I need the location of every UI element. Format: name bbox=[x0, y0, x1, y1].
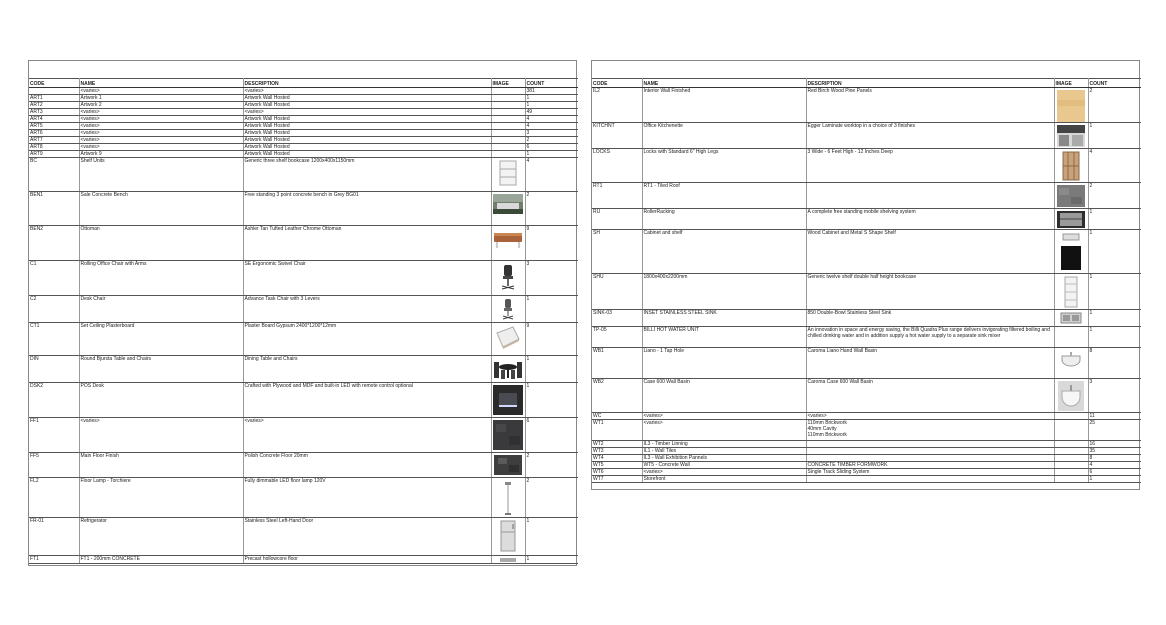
cell-description: Crafted with Plywood and MDF and built-in LED with remote control optional bbox=[243, 383, 491, 418]
table-row bbox=[29, 453, 578, 478]
cell-description: Fully dimmable LED floor lamp 120V bbox=[243, 478, 491, 518]
cell-description: Free standing 3 point concrete bench in Grey BG01 bbox=[243, 192, 491, 226]
cell-code: LOCKS bbox=[592, 149, 642, 183]
cell-code: WT1 bbox=[592, 420, 642, 441]
cell-count: 6 bbox=[525, 144, 578, 151]
cell-code: WB2 bbox=[592, 379, 642, 413]
cell-code: C1 bbox=[29, 261, 79, 296]
cell-description bbox=[806, 183, 1054, 209]
cell-count: 1 bbox=[525, 296, 578, 323]
cell-image bbox=[491, 383, 525, 418]
cell-count: 6 bbox=[525, 418, 578, 453]
cell-description: Egger Laminate worktop in a choice of 3 finishes bbox=[806, 123, 1054, 149]
cell-image bbox=[1054, 469, 1088, 476]
cell-name: Main Floor Finish bbox=[79, 453, 243, 478]
cell-code: SINK-03 bbox=[592, 310, 642, 327]
cell-image bbox=[491, 158, 525, 192]
cell-count: 1 bbox=[1088, 230, 1141, 274]
cell-code: ART5 bbox=[29, 123, 79, 130]
cell-count: 25 bbox=[1088, 420, 1141, 441]
cell-name: POS Desk bbox=[79, 383, 243, 418]
cell-count: 2 bbox=[1088, 88, 1141, 123]
cell-image bbox=[491, 95, 525, 102]
cell-description: Artwork Wall Hosted bbox=[243, 151, 491, 158]
cell-count: 1 bbox=[525, 102, 578, 109]
table-row bbox=[29, 102, 578, 109]
cell-image bbox=[491, 130, 525, 137]
cell-name: <varies> bbox=[79, 123, 243, 130]
cell-description: 110mm Brickwork 40mm Cavity 110mm Brickwork bbox=[806, 420, 1054, 441]
cell-code: ART8 bbox=[29, 144, 79, 151]
cell-count: 49 bbox=[525, 109, 578, 116]
table-row bbox=[29, 556, 578, 564]
cell-description: Dining Table and Chairs bbox=[243, 356, 491, 383]
cell-code: WB1 bbox=[592, 348, 642, 379]
cell-code: WT6 bbox=[592, 469, 642, 476]
roof-tile-thumbnail bbox=[1057, 185, 1085, 207]
cell-count: 1 bbox=[525, 383, 578, 418]
column-header-name: NAME bbox=[642, 79, 806, 88]
cell-description: Artwork Wall Hosted bbox=[243, 95, 491, 102]
table-row bbox=[29, 95, 578, 102]
table-row bbox=[29, 109, 578, 116]
cell-count: 11 bbox=[1088, 413, 1141, 420]
cell-code: ART7 bbox=[29, 137, 79, 144]
cell-count: 3 bbox=[525, 130, 578, 137]
table-row bbox=[29, 192, 578, 226]
table-row bbox=[592, 230, 1141, 274]
cell-name: Artwork 9 bbox=[79, 151, 243, 158]
cell-description: Single Track Sliding System bbox=[806, 469, 1054, 476]
cell-name: Interior Wall Finished bbox=[642, 88, 806, 123]
cell-code: WT2 bbox=[592, 441, 642, 448]
concrete-bench-thumbnail bbox=[493, 194, 523, 214]
right-schedule-table bbox=[592, 78, 1141, 483]
cell-image bbox=[1054, 149, 1088, 183]
table-row bbox=[592, 476, 1141, 483]
cell-name: IL3 - Timber Linning bbox=[642, 441, 806, 448]
table-row bbox=[29, 296, 578, 323]
cell-description: CONCRETE TIMBER FORMWORK bbox=[806, 462, 1054, 469]
cell-image bbox=[491, 296, 525, 323]
table-row bbox=[29, 478, 578, 518]
cell-name: <varies> bbox=[79, 88, 243, 95]
cell-count: 1 bbox=[1088, 274, 1141, 310]
cell-code: SH bbox=[592, 230, 642, 274]
right-schedule-sheet bbox=[591, 60, 1140, 490]
cell-count: 2 bbox=[525, 137, 578, 144]
cell-code: DIN bbox=[29, 356, 79, 383]
cell-name: 1800x400x2200mm bbox=[642, 274, 806, 310]
cell-code: FR-01 bbox=[29, 518, 79, 556]
cell-image bbox=[491, 88, 525, 95]
cell-count: 6 bbox=[1088, 469, 1141, 476]
cell-image bbox=[491, 518, 525, 556]
column-header-description: DESCRIPTION bbox=[243, 79, 491, 88]
cell-code: FF5 bbox=[29, 453, 79, 478]
cell-code: IL2 bbox=[592, 88, 642, 123]
table-row bbox=[592, 149, 1141, 183]
dining-set-thumbnail bbox=[493, 358, 523, 380]
table-row bbox=[29, 418, 578, 453]
cell-count: 3 bbox=[525, 261, 578, 296]
cell-count: 1 bbox=[1088, 310, 1141, 327]
table-row bbox=[29, 151, 578, 158]
cell-count: 4 bbox=[1088, 149, 1141, 183]
table-row bbox=[592, 441, 1141, 448]
cell-name: INSET STAINLESS STEEL SINK bbox=[642, 310, 806, 327]
column-header-count: COUNT bbox=[1088, 79, 1141, 88]
cell-image bbox=[491, 123, 525, 130]
task-chair-thumbnail bbox=[501, 298, 515, 320]
cell-code: RT1 bbox=[592, 183, 642, 209]
cell-name: FT1 - 200mm CONCRETE bbox=[79, 556, 243, 564]
cell-image bbox=[491, 102, 525, 109]
cell-name: <varies> bbox=[79, 144, 243, 151]
cell-image bbox=[1054, 310, 1088, 327]
cell-name: Artwork 1 bbox=[79, 95, 243, 102]
cell-image bbox=[1054, 348, 1088, 379]
cell-name: Liano - 1 Tap Hole bbox=[642, 348, 806, 379]
cell-image bbox=[1054, 274, 1088, 310]
table-row bbox=[592, 462, 1141, 469]
cell-image bbox=[1054, 476, 1088, 483]
refrigerator-thumbnail bbox=[500, 520, 516, 552]
cell-description: Artwork Wall Hosted bbox=[243, 102, 491, 109]
cell-count: 4 bbox=[525, 116, 578, 123]
column-header-description: DESCRIPTION bbox=[806, 79, 1054, 88]
cell-name: Storefront bbox=[642, 476, 806, 483]
cell-image bbox=[1054, 441, 1088, 448]
cell-image bbox=[491, 556, 525, 564]
cell-code: SHU bbox=[592, 274, 642, 310]
cell-description: <varies> bbox=[243, 109, 491, 116]
cell-description: 850 Double-Bowl Stainless Steel Sink bbox=[806, 310, 1054, 327]
cell-name: Floor Lamp - Torchiere bbox=[79, 478, 243, 518]
cell-name: Set Ceiling Plasterboard bbox=[79, 323, 243, 356]
column-header-code: CODE bbox=[29, 79, 79, 88]
cell-description bbox=[806, 441, 1054, 448]
cell-image bbox=[1054, 183, 1088, 209]
table-row bbox=[592, 310, 1141, 327]
cell-image bbox=[1054, 379, 1088, 413]
cell-count: 3 bbox=[1088, 379, 1141, 413]
cell-name: <varies> bbox=[79, 109, 243, 116]
cell-image bbox=[1054, 230, 1088, 274]
cell-image bbox=[1054, 420, 1088, 441]
cell-description: An innovation in space and energy saving, the Billi Quadra Plus range delivers invigorating filtered boiling and chilled drinking water and in addition supply a hot water supply to a separate sink mixer bbox=[806, 327, 1054, 348]
cell-count: 1 bbox=[525, 518, 578, 556]
cell-image bbox=[1054, 413, 1088, 420]
cell-name: <varies> bbox=[642, 420, 806, 441]
office-chair-thumbnail bbox=[500, 263, 516, 291]
cell-count: 8 bbox=[1088, 455, 1141, 462]
cell-image bbox=[1054, 448, 1088, 455]
cell-code: BEN2 bbox=[29, 226, 79, 261]
cell-count: 1 bbox=[1088, 123, 1141, 149]
cell-name: <varies> bbox=[642, 413, 806, 420]
cell-count: 381 bbox=[525, 88, 578, 95]
table-row bbox=[29, 137, 578, 144]
cell-name: WT5 - Concrete Wall bbox=[642, 462, 806, 469]
cell-image bbox=[491, 109, 525, 116]
table-row bbox=[592, 123, 1141, 149]
cell-name: IL3 - Wall Exhibition Pannels bbox=[642, 455, 806, 462]
cell-image bbox=[1054, 455, 1088, 462]
cell-image bbox=[1054, 209, 1088, 230]
cell-description: Caroma Liano Hand Wall Basin bbox=[806, 348, 1054, 379]
table-row bbox=[29, 323, 578, 356]
roller-racking-thumbnail bbox=[1057, 211, 1085, 228]
kitchenette-thumbnail bbox=[1057, 125, 1085, 147]
table-row bbox=[592, 420, 1141, 441]
cell-description bbox=[806, 476, 1054, 483]
table-row bbox=[29, 116, 578, 123]
table-row bbox=[592, 327, 1141, 348]
left-schedule-sheet bbox=[28, 60, 577, 566]
cell-code: TP-05 bbox=[592, 327, 642, 348]
cell-image bbox=[1054, 88, 1088, 123]
cell-name: <varies> bbox=[79, 116, 243, 123]
cell-code: WT5 bbox=[592, 462, 642, 469]
table-row bbox=[592, 209, 1141, 230]
left-schedule-table bbox=[29, 78, 578, 564]
cell-name: Sale Concrete Bench bbox=[79, 192, 243, 226]
cell-code: KITCHNT bbox=[592, 123, 642, 149]
cabinet-shelf-thumbnail bbox=[1059, 232, 1083, 272]
cell-code: BC bbox=[29, 158, 79, 192]
cell-count: 1 bbox=[525, 151, 578, 158]
cell-code: ART6 bbox=[29, 130, 79, 137]
bookcase-thumbnail bbox=[497, 160, 519, 186]
cell-name: Refrigerator bbox=[79, 518, 243, 556]
cell-count: 1 bbox=[1088, 209, 1141, 230]
column-header-name: NAME bbox=[79, 79, 243, 88]
cell-count: 1 bbox=[525, 356, 578, 383]
hollowcore-thumbnail bbox=[500, 558, 516, 562]
dark-finish-thumbnail bbox=[493, 420, 523, 450]
cell-name: Office Kitchenette bbox=[642, 123, 806, 149]
cell-count: 2 bbox=[525, 453, 578, 478]
table-row bbox=[29, 261, 578, 296]
cell-name: Shelf Units bbox=[79, 158, 243, 192]
cell-description: 3 Wide - 6 Feet High - 12 Inches Deep bbox=[806, 149, 1054, 183]
steel-sink-thumbnail bbox=[1060, 312, 1082, 324]
table-row bbox=[592, 274, 1141, 310]
table-row bbox=[29, 356, 578, 383]
cell-name: RT1 - Tiled Roof bbox=[642, 183, 806, 209]
table-row bbox=[592, 379, 1141, 413]
cell-name: Cabinet and shelf bbox=[642, 230, 806, 274]
cell-count: 4 bbox=[525, 123, 578, 130]
cell-code: ART9 bbox=[29, 151, 79, 158]
cell-name: <varies> bbox=[79, 418, 243, 453]
cell-code: C2 bbox=[29, 296, 79, 323]
cell-image bbox=[491, 144, 525, 151]
cell-name: Artwork 2 bbox=[79, 102, 243, 109]
cell-count: 2 bbox=[525, 192, 578, 226]
cell-name: <varies> bbox=[79, 130, 243, 137]
table-header-row bbox=[29, 79, 578, 88]
wall-basin-thumbnail bbox=[1058, 381, 1084, 411]
cell-count: 9 bbox=[525, 226, 578, 261]
table-row bbox=[29, 383, 578, 418]
table-row bbox=[29, 123, 578, 130]
cell-description bbox=[806, 455, 1054, 462]
column-header-code: CODE bbox=[592, 79, 642, 88]
cell-description: Plaster Board Gypsum 2400*1200*12mm bbox=[243, 323, 491, 356]
table-row bbox=[29, 518, 578, 556]
cell-name: Round Bjursta Table and Chairs bbox=[79, 356, 243, 383]
ottoman-thumbnail bbox=[493, 228, 523, 250]
cell-description: Artwork Wall Hosted bbox=[243, 144, 491, 151]
cell-count: 2 bbox=[525, 478, 578, 518]
cell-name: <varies> bbox=[642, 469, 806, 476]
table-row bbox=[592, 183, 1141, 209]
cell-code: CT1 bbox=[29, 323, 79, 356]
cell-name: Locks with Standard 6" High Legs bbox=[642, 149, 806, 183]
hand-basin-thumbnail bbox=[1060, 350, 1082, 368]
cell-count: 1 bbox=[525, 95, 578, 102]
cell-description: Artwork Wall Hosted bbox=[243, 123, 491, 130]
cell-description bbox=[806, 448, 1054, 455]
table-row bbox=[592, 88, 1141, 123]
cell-code: ART3 bbox=[29, 109, 79, 116]
cell-description: Generic three shelf bookcase 1200x400x1150mm bbox=[243, 158, 491, 192]
cell-code: FF1 bbox=[29, 418, 79, 453]
cell-description: Polish Concrete Floor 20mm bbox=[243, 453, 491, 478]
table-row bbox=[29, 130, 578, 137]
cell-description: Artwork Wall Hosted bbox=[243, 130, 491, 137]
cell-name: RollerRacking bbox=[642, 209, 806, 230]
cell-code: ART4 bbox=[29, 116, 79, 123]
cell-code: WC bbox=[592, 413, 642, 420]
cell-image bbox=[491, 192, 525, 226]
birch-panel-thumbnail bbox=[1057, 90, 1085, 122]
plasterboard-thumbnail bbox=[495, 325, 521, 349]
cell-image bbox=[1054, 123, 1088, 149]
cell-description: Ashler Tan Tufted Leather Chrome Ottoman bbox=[243, 226, 491, 261]
cell-description: Artwork Wall Hosted bbox=[243, 137, 491, 144]
cell-count: 8 bbox=[1088, 348, 1141, 379]
pos-desk-thumbnail bbox=[493, 385, 523, 415]
table-row bbox=[592, 348, 1141, 379]
cell-image bbox=[491, 226, 525, 261]
cell-description: Red Birch Wood Pine Panels bbox=[806, 88, 1054, 123]
cell-image bbox=[491, 478, 525, 518]
cell-code: FT1 bbox=[29, 556, 79, 564]
table-row bbox=[29, 144, 578, 151]
cell-count: 1 bbox=[525, 556, 578, 564]
cell-description: Caroma Case 600 Wall Basin bbox=[806, 379, 1054, 413]
lockers-thumbnail bbox=[1062, 151, 1080, 181]
cell-description: SE Ergonomic Swivel Chair bbox=[243, 261, 491, 296]
cell-image bbox=[1054, 462, 1088, 469]
cell-description: <varies> bbox=[243, 418, 491, 453]
cell-description: Artwork Wall Hosted bbox=[243, 116, 491, 123]
cell-description: Wood Cabinet and Metal S Shape Shelf bbox=[806, 230, 1054, 274]
table-row bbox=[29, 226, 578, 261]
table-row bbox=[29, 158, 578, 192]
table-row bbox=[592, 448, 1141, 455]
cell-name: <varies> bbox=[79, 137, 243, 144]
table-row bbox=[592, 469, 1141, 476]
floor-lamp-thumbnail bbox=[503, 480, 513, 516]
cell-count: 4 bbox=[1088, 462, 1141, 469]
cell-description: Stainless Steel Left-Hand Door bbox=[243, 518, 491, 556]
cell-code: RU bbox=[592, 209, 642, 230]
concrete-floor-thumbnail bbox=[494, 455, 522, 475]
cell-image bbox=[491, 151, 525, 158]
cell-code: BEN1 bbox=[29, 192, 79, 226]
tall-bookcase-thumbnail bbox=[1063, 276, 1079, 308]
cell-image bbox=[491, 453, 525, 478]
cell-code: DSK2 bbox=[29, 383, 79, 418]
cell-image bbox=[491, 323, 525, 356]
cell-name: IL1 - Wall Tiles bbox=[642, 448, 806, 455]
cell-image bbox=[1054, 327, 1088, 348]
cell-description: Generic twelve shelf double half height bookcase bbox=[806, 274, 1054, 310]
cell-name: Rolling Office Chair with Arms bbox=[79, 261, 243, 296]
cell-count: 16 bbox=[1088, 441, 1141, 448]
cell-description: A complete free standing mobile shelving system bbox=[806, 209, 1054, 230]
cell-count: 1 bbox=[1088, 476, 1141, 483]
cell-image bbox=[491, 116, 525, 123]
table-row bbox=[29, 88, 578, 95]
column-header-image: IMAGE bbox=[491, 79, 525, 88]
cell-code: FL2 bbox=[29, 478, 79, 518]
cell-description: <varies> bbox=[243, 88, 491, 95]
cell-description: Advance Task Chair with 3 Levers bbox=[243, 296, 491, 323]
cell-name: BILLI HOT WATER UNIT bbox=[642, 327, 806, 348]
cell-count: 4 bbox=[525, 158, 578, 192]
cell-code: WT3 bbox=[592, 448, 642, 455]
cell-name: Desk Chair bbox=[79, 296, 243, 323]
table-header-row bbox=[592, 79, 1141, 88]
cell-code: WT4 bbox=[592, 455, 642, 462]
cell-name: Ottoman bbox=[79, 226, 243, 261]
cell-image bbox=[491, 418, 525, 453]
cell-count: 2 bbox=[1088, 183, 1141, 209]
cell-count: 9 bbox=[525, 323, 578, 356]
cell-count: 1 bbox=[1088, 327, 1141, 348]
cell-description: Precast hollowcore floor bbox=[243, 556, 491, 564]
cell-code: ART1 bbox=[29, 95, 79, 102]
cell-image bbox=[491, 356, 525, 383]
cell-description: <varies> bbox=[806, 413, 1054, 420]
table-row bbox=[592, 413, 1141, 420]
cell-name: Case 600 Wall Basin bbox=[642, 379, 806, 413]
cell-code: ART2 bbox=[29, 102, 79, 109]
cell-count: 35 bbox=[1088, 448, 1141, 455]
column-header-count: COUNT bbox=[525, 79, 578, 88]
cell-code bbox=[29, 88, 79, 95]
cell-code: WT7 bbox=[592, 476, 642, 483]
column-header-image: IMAGE bbox=[1054, 79, 1088, 88]
cell-image bbox=[491, 137, 525, 144]
table-row bbox=[592, 455, 1141, 462]
cell-image bbox=[491, 261, 525, 296]
